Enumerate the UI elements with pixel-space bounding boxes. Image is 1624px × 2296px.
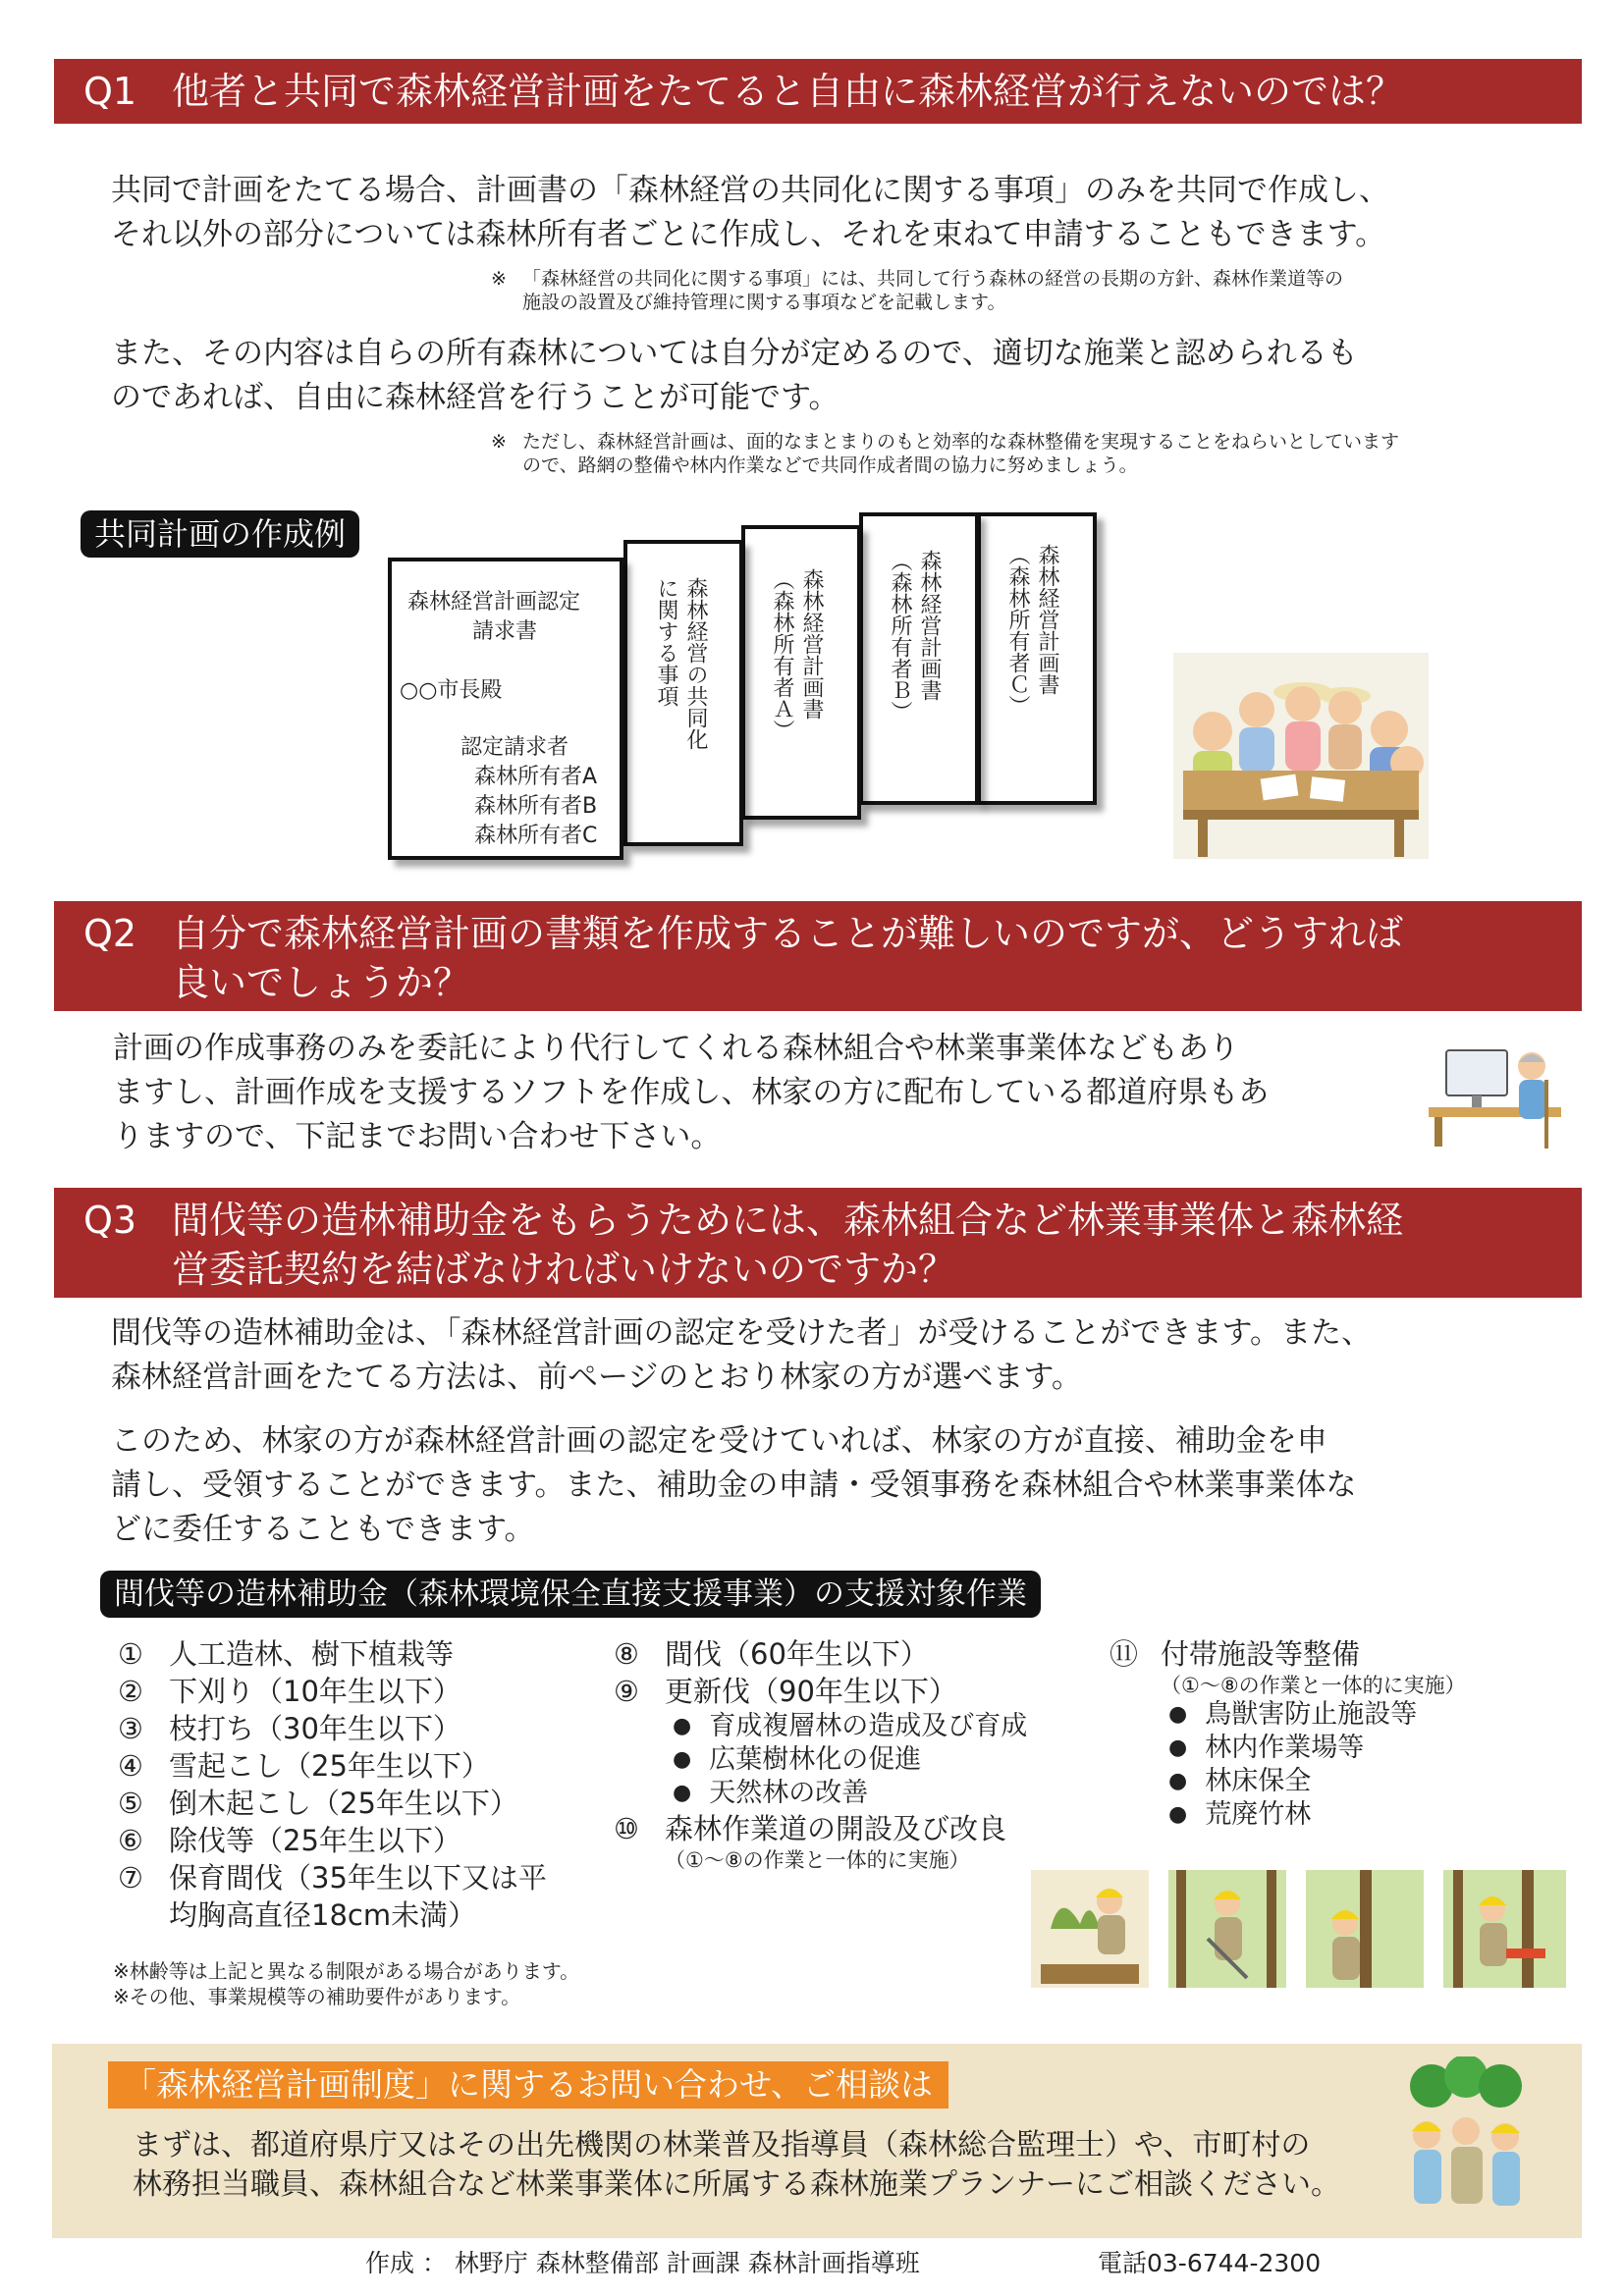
weeding-worker-icon xyxy=(1168,1870,1286,1988)
list-sub-note: （①～⑧の作業と一体的に実施） xyxy=(1161,1674,1466,1697)
q1-note-1: ※ 「森林経営の共同化に関する事項」には、共同して行う森林の経営の長期の方針、森林作業道等の 施設の設置及び維持管理に関する事項などを記載します。 xyxy=(491,268,1344,313)
list-item-continuation: 均胸高直径18cm未満） xyxy=(169,1898,477,1932)
list-item: ⑪ 付帯施設等整備 xyxy=(1110,1637,1361,1671)
list-bullet: ● 広葉樹林化の促進 xyxy=(614,1743,1027,1777)
list-bullet: ● 鳥獣害防止施設等 xyxy=(1110,1698,1466,1732)
document-owner-b: 森林経営計画書 （森林所有者Ｂ） xyxy=(859,512,979,805)
q2-title: 自分で森林経営計画の書類を作成することが難しいのですが、どうすれば 良いでしょうか？ xyxy=(172,912,1404,1004)
q2-paragraph: 計画の作成事務のみを委託により代行してくれる森林組合や林業事業体などもあり ますし、計画作成を支援するソフトを作成し、林家の方に配布している都道府県もあ りますので、下記までお問い合わせ下さい。 xyxy=(113,1031,1270,1154)
q1-paragraph-1: 共同で計画をたてる場合、計画書の「森林経営の共同化に関する事項」のみを共同で作成し、 それ以外の部分については森林所有者ごとに作成し、それを束ねて申請することもできます。 xyxy=(111,173,1389,252)
document-certification-request: 森林経営計画認定 請求書 ○○市長殿 認定請求者 森林所有者A 森林所有者B 森林所有者C xyxy=(388,558,623,860)
q1-paragraph-2: また、その内容は自らの所有森林については自分が定めるので、適切な施業と認められるも のであれば、自由に森林経営を行うことが可能です。 xyxy=(111,336,1358,415)
list-bullet: ● 林内作業場等 xyxy=(1110,1732,1466,1765)
footer-credit: 作成 ： 林野庁 森林整備部 計画課 森林計画指導班 xyxy=(365,2249,920,2277)
list-item: ④ 雪起こし（25年生以下） xyxy=(118,1749,490,1783)
contact-text: まずは、都道府県庁又はその出先機関の林業普及指導員（森林総合監理士）や、市町村の 林務担当職員、森林組合など林業事業体に所属する森林施業プランナーにご相談ください。 xyxy=(133,2128,1340,2202)
list-item: ⑨ 更新伐（90年生以下） xyxy=(614,1675,957,1708)
contact-label: 「森林経営計画制度」に関するお問い合わせ、ご相談は xyxy=(108,2061,948,2109)
list-item: ③ 枝打ち（30年生以下） xyxy=(118,1712,461,1745)
q1-header xyxy=(54,59,1582,124)
thinning-worker-icon xyxy=(1443,1870,1566,1988)
computer-user-illustration xyxy=(1429,1033,1561,1148)
document-owner-c: 森林経営計画書 （森林所有者Ｃ） xyxy=(977,512,1097,805)
q3-number: Q3 xyxy=(83,1199,137,1242)
q2-number: Q2 xyxy=(83,912,137,955)
q2-header xyxy=(54,901,1582,1011)
document-owner-a: 森林経営計画書 （森林所有者Ａ） xyxy=(741,525,861,820)
forest-planners-illustration xyxy=(1392,2056,1540,2223)
example-label: 共同計画の作成例 xyxy=(81,510,359,558)
list-bullet: ● 育成複層林の造成及び育成 xyxy=(614,1710,1027,1743)
forest-work-illustrations xyxy=(1031,1870,1566,1988)
list-item: ⑤ 倒木起こし（25年生以下） xyxy=(118,1787,518,1820)
q3-header xyxy=(54,1188,1582,1298)
list-bullet: ● 荒廃竹林 xyxy=(1110,1798,1466,1832)
list-item: ② 下刈り（10年生以下） xyxy=(118,1675,461,1708)
list-bullet: ● 林床保全 xyxy=(1110,1765,1466,1798)
support-notes: ※林齢等は上記と異なる制限がある場合があります。 ※その他、事業規模等の補助要件があります。 xyxy=(113,1959,580,2008)
list-sub-note: （①～⑧の作業と一体的に実施） xyxy=(665,1848,970,1872)
q1-number: Q1 xyxy=(83,70,137,113)
list-item: ① 人工造林、樹下植栽等 xyxy=(118,1637,455,1671)
list-item: ⑩ 森林作業道の開設及び改良 xyxy=(614,1812,1007,1845)
list-bullet: ● 天然林の改善 xyxy=(614,1777,1027,1810)
support-list-col3 xyxy=(1110,1635,1466,1832)
q1-title: 他者と共同で森林経営計画をたてると自由に森林経営が行えないのでは？ xyxy=(172,70,1404,113)
q1-note-2: ※ ただし、森林経営計画は、面的なまとまりのもと効率的な森林整備を実現することをねらいとしています ので、路網の整備や林内作業などで共同作成者間の協力に努めましょう。 xyxy=(491,431,1400,476)
list-item: ⑥ 除伐等（25年生以下） xyxy=(118,1824,461,1857)
support-label: 間伐等の造林補助金（森林環境保全直接支援事業）の支援対象作業 xyxy=(100,1571,1041,1618)
list-item: ⑧ 間伐（60年生以下） xyxy=(614,1637,929,1671)
footer-phone: 電話03-6744-2300 xyxy=(1098,2249,1322,2277)
support-list-col2 xyxy=(614,1635,1027,1873)
document-joint-matters: 森林経営の共同化 に関する事項 xyxy=(623,540,743,846)
list-item: ⑦ 保育間伐（35年生以下又は平 xyxy=(118,1861,547,1895)
planting-worker-icon xyxy=(1031,1870,1149,1988)
q3-title: 間伐等の造林補助金をもらうためには、森林組合など林業事業体と森林経 営委託契約を結ばなければいけないのですか？ xyxy=(172,1199,1404,1291)
q3-paragraph-2: このため、林家の方が森林経営計画の認定を受けていれば、林家の方が直接、補助金を申 請し、受領することができます。また、補助金の申請・受領事務を森林組合や林業事業体な どに委任することもできます。 xyxy=(111,1423,1357,1547)
pruning-worker-icon xyxy=(1306,1870,1424,1988)
q3-paragraph-1: 間伐等の造林補助金は、「森林経営計画の認定を受けた者」が受けることができます。また、 森林経営計画をたてる方法は、前ページのとおり林家の方が選べます。 xyxy=(111,1315,1373,1395)
meeting-illustration xyxy=(1173,653,1429,859)
support-list-col1 xyxy=(118,1635,547,1934)
